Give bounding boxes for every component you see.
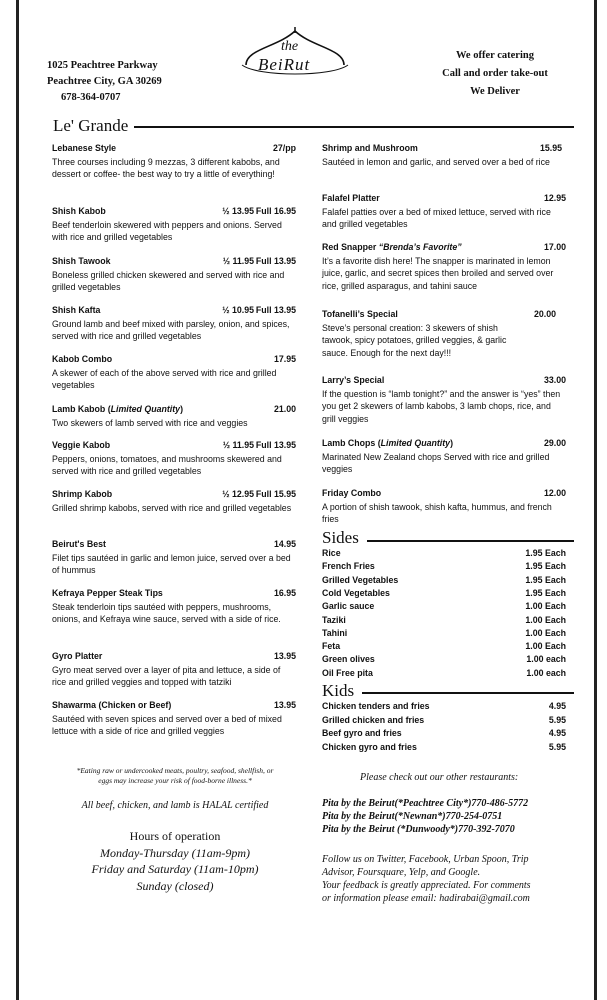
side-row [322, 601, 566, 614]
side-name: Rice [322, 548, 341, 558]
item-name: Gyro Platter [52, 651, 103, 661]
item-name: Shawarma (Chicken or Beef) [52, 700, 172, 710]
kids-item-name: Chicken gyro and fries [322, 741, 417, 752]
location-dunwoody: Pita by the Beirut (*Dunwoody*)770-392-7070 [322, 824, 515, 835]
item-name: Shish Kabob [52, 206, 106, 216]
kids-item-price: 4.95 [548, 728, 566, 738]
location-peachtree: Pita by the Beirut(*Peachtree City*)770-486-5772 [322, 798, 529, 809]
hours-weekend: Friday and Saturday (11am-10pm) [91, 862, 259, 876]
item-price: 12.00 [543, 488, 566, 498]
follow-line-2: Advisor, Foursquare, Yelp, and Google. [322, 867, 481, 878]
logo-name-text: BeiRut [258, 55, 311, 74]
feedback-line-1: Your feedback is greatly appreciated. For comments [322, 880, 531, 891]
kids-item-price: 4.95 [548, 701, 566, 711]
kids-item-price: 5.95 [548, 741, 566, 752]
item-description: Steve’s personal creation: 3 skewers of shish tawook, spicy potatoes, grilled veggies, & garlic sauce. Enough for the next day!!! [322, 322, 507, 358]
side-name: Cold Vegetables [322, 587, 390, 598]
food-warning [40, 766, 310, 786]
item-name: Friday Combo [322, 488, 382, 498]
side-price: 1.00 Each [525, 641, 566, 652]
side-name: French Fries [322, 561, 375, 572]
item-name: Shrimp Kabob [52, 489, 113, 499]
side-price: 1.95 Each [525, 574, 566, 585]
side-name: Feta [322, 641, 341, 652]
menu-item [52, 403, 296, 429]
side-price: 1.00 each [526, 667, 566, 678]
item-description: Grilled shrimp kabobs, served with rice and grilled vegetables [52, 502, 292, 513]
item-price: 27/pp [273, 143, 296, 153]
item-price: 21.00 [273, 404, 296, 414]
menu-item [52, 699, 296, 738]
side-price: 1.95 Each [525, 548, 566, 558]
feedback-line-2: or information please email: hadirabai@gmail.com [322, 893, 530, 904]
item-description: If the question is “lamb tonight?” and the answer is “yes” then you get 2 skewers of lamb kabobs, 3 lamb chops, rice, and grill veggies [322, 388, 561, 424]
side-row [322, 615, 566, 628]
menu-item [322, 192, 566, 231]
restaurant-logo [238, 25, 353, 80]
item-half-price: ½ 10.95 [222, 305, 254, 315]
right-border [594, 0, 597, 1000]
warning-line-2: eggs may increase your risk of food-borne illness.* [98, 776, 252, 785]
item-name: Beirut's Best [52, 539, 106, 549]
item-description: Gyro meat served over a layer of pita and lettuce, a side of rice and grilled veggies and topped with tatziki [52, 664, 281, 687]
item-name: Tofanelli’s Special [322, 309, 398, 319]
item-price: 15.95 [539, 143, 562, 153]
item-name: Lebanese Style [52, 143, 117, 153]
item-name: Lamb Chops (Limited Quantity) [322, 438, 453, 448]
menu-item [52, 255, 296, 294]
item-description: Two skewers of lamb served with rice and veggies [52, 417, 248, 428]
item-description: Boneless grilled chicken skewered and served with rice and grilled vegetables [52, 269, 285, 292]
address-line-2: Peachtree City, GA 30269 [47, 76, 162, 87]
sides-rule [367, 540, 574, 542]
services-block [420, 47, 570, 101]
left-border [16, 0, 19, 1000]
item-description: Filet tips sautéed in garlic and lemon juice, served over a bed of hummus [52, 552, 291, 575]
item-price: 14.95 [273, 539, 296, 549]
menu-item [52, 587, 296, 626]
item-price: 16.95 [273, 588, 296, 598]
halal-note: All beef, chicken, and lamb is HALAL certified [81, 800, 269, 811]
kids-item-name: Beef gyro and fries [322, 728, 402, 738]
item-half-price: ½ 13.95 [222, 206, 254, 216]
kids-row [322, 728, 566, 741]
takeout-text: Call and order take-out [442, 68, 548, 79]
hours-title: Hours of operation [129, 829, 221, 843]
item-name: Kabob Combo [52, 354, 113, 364]
menu-item [52, 304, 296, 343]
item-description: A portion of shish tawook, shish kafta, hummus, and french fries [322, 501, 552, 524]
item-name: Shish Kafta [52, 305, 101, 315]
menu-item [322, 241, 566, 292]
item-price: 17.00 [543, 242, 566, 252]
menu-item [52, 205, 296, 244]
item-half-price: ½ 11.95 [222, 256, 254, 266]
follow-line-1: Follow us on Twitter, Facebook, Urban Spoon, Trip [322, 854, 529, 865]
item-price: 33.00 [543, 375, 566, 385]
side-price: 1.00 Each [525, 614, 566, 625]
side-row [322, 588, 566, 601]
menu-item [322, 142, 562, 168]
hours-sunday: Sunday (closed) [136, 878, 214, 893]
item-description: Sautéed in lemon and garlic, and served over a bed of rice [322, 156, 550, 167]
item-description: Peppers, onions, tomatoes, and mushrooms skewered and served with rice and grilled vegetables [52, 453, 282, 476]
side-name: Oil Free pita [322, 667, 373, 678]
item-price: 20.00 [533, 309, 556, 319]
item-name: Red Snapper “Brenda’s Favorite” [322, 242, 462, 252]
hours-block [40, 828, 310, 894]
other-restaurants-heading: Please check out our other restaurants: [360, 772, 519, 783]
item-description: Steak tenderloin tips sautéed with peppers, mushrooms, onions, and Kefraya wine sauce, served with a side of rice. [52, 601, 281, 624]
kids-rule [362, 692, 574, 694]
le-grande-title: Le' Grande [53, 116, 129, 135]
item-full-price: Full 13.95 [255, 305, 296, 315]
item-description: Marinated New Zealand chops Served with rice and grilled veggies [322, 451, 550, 474]
le-grande-rule [134, 126, 574, 128]
side-row [322, 668, 566, 681]
kids-row [322, 742, 566, 755]
item-description: A skewer of each of the above served with rice and grilled vegetables [52, 367, 277, 390]
side-price: 1.95 Each [525, 587, 566, 598]
side-name: Garlic sauce [322, 601, 375, 612]
menu-item [322, 487, 566, 526]
hours-weekday: Monday-Thursday (11am-9pm) [99, 845, 251, 860]
menu-item [322, 437, 566, 476]
kids-item-name: Chicken tenders and fries [322, 701, 430, 711]
item-description: Ground lamb and beef mixed with parsley, onion, and spices, served with rice and grilled vegetables [52, 318, 290, 341]
menu-item [52, 650, 296, 689]
kids-row [322, 715, 566, 728]
locations-list [322, 797, 528, 836]
item-price: 17.95 [273, 354, 296, 364]
item-price: 12.95 [543, 193, 566, 203]
side-price: 1.00 Each [525, 601, 566, 612]
menu-item [52, 142, 296, 181]
side-row [322, 641, 566, 654]
menu-item [52, 439, 296, 478]
menu-item [322, 308, 566, 359]
item-full-price: Full 13.95 [255, 256, 296, 266]
side-row [322, 575, 566, 588]
side-name: Tahini [322, 627, 348, 638]
kids-row [322, 701, 566, 714]
item-price: 29.00 [543, 438, 566, 448]
side-row [322, 628, 566, 641]
kids-item-price: 5.95 [548, 714, 566, 725]
menu-item [52, 488, 296, 514]
item-price: 13.95 [273, 700, 296, 710]
item-name: Falafel Platter [322, 193, 380, 203]
social-block [322, 853, 572, 905]
address-block [47, 58, 162, 106]
item-half-price: ½ 12.95 [222, 489, 254, 499]
side-price: 1.95 Each [525, 561, 566, 572]
address-line-1: 1025 Peachtree Parkway [47, 60, 158, 71]
menu-item [52, 538, 296, 577]
item-name: Kefraya Pepper Steak Tips [52, 588, 163, 598]
logo-the-text: the [281, 39, 299, 54]
item-name: Shrimp and Mushroom [322, 143, 418, 153]
item-name: Shish Tawook [52, 256, 111, 266]
item-name: Veggie Kabob [52, 440, 111, 450]
delivery-text: We Deliver [470, 86, 520, 97]
catering-text: We offer catering [456, 50, 534, 61]
location-newnan: Pita by the Beirut(*Newnan*)770-254-0751 [322, 811, 503, 822]
side-row [322, 548, 566, 561]
side-row [322, 561, 566, 574]
item-name: Lamb Kabob (Limited Quantity) [52, 404, 183, 414]
phone-number: 678-364-0707 [61, 92, 121, 103]
item-description: Falafel patties over a bed of mixed lettuce, served with rice and grilled vegetables [322, 206, 551, 229]
side-name: Green olives [322, 654, 375, 665]
item-description: It’s a favorite dish here! The snapper is marinated in lemon juice, garlic, and secret spices then broiled and served over rice, grilled asparagus, and tahini sauce [322, 255, 554, 291]
warning-line-1: *Eating raw or undercooked meats, poultry, seafood, shellfish, or [76, 766, 274, 775]
menu-item [322, 374, 566, 425]
item-full-price: Full 15.95 [255, 489, 296, 499]
item-half-price: ½ 11.95 [222, 440, 254, 450]
menu-item [52, 353, 296, 392]
side-name: Grilled Vegetables [322, 574, 399, 585]
kids-item-name: Grilled chicken and fries [322, 714, 425, 725]
kids-title: Kids [322, 681, 355, 700]
side-price: 1.00 Each [525, 627, 566, 638]
item-name: Larry’s Special [322, 375, 385, 385]
item-description: Three courses including 9 mezzas, 3 different kabobs, and dessert or coffee- the best way to try a little of everything! [52, 156, 280, 179]
side-row [322, 654, 566, 667]
item-price: 13.95 [273, 651, 296, 661]
side-name: Taziki [322, 614, 346, 625]
item-full-price: Full 16.95 [255, 206, 296, 216]
side-price: 1.00 each [526, 654, 566, 665]
item-description: Beef tenderloin skewered with peppers and onions. Served with rice and grilled vegetables [52, 219, 282, 242]
item-description: Sautéed with seven spices and served over a bed of mixed lettuce with a side of rice and grilled veggies [52, 713, 282, 736]
sides-title: Sides [322, 528, 359, 547]
item-full-price: Full 13.95 [255, 440, 296, 450]
